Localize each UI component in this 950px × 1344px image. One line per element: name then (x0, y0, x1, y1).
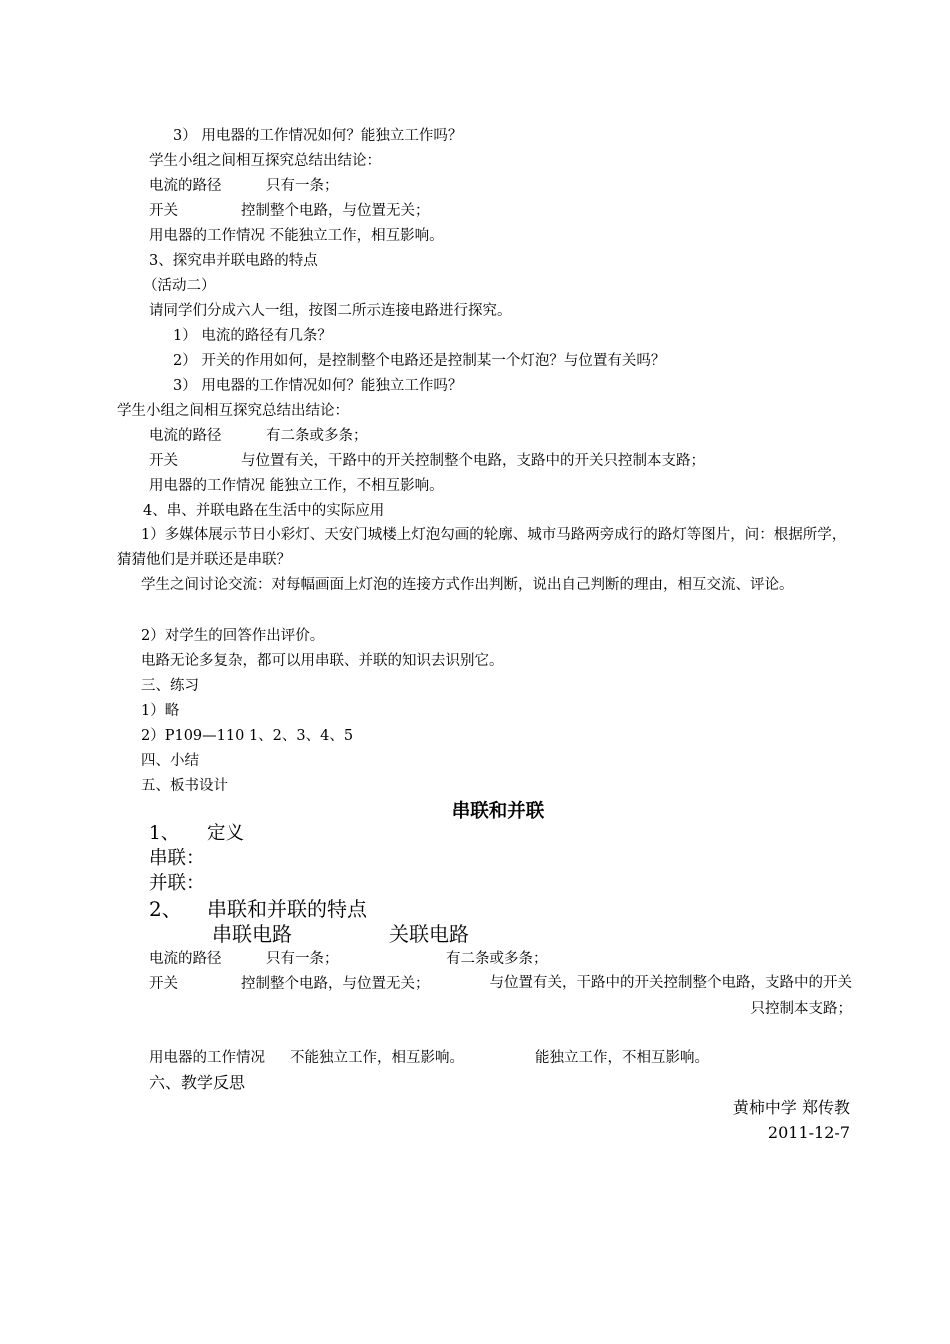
discussion-text: 学生之间讨论交流：对每幅画面上灯泡的连接方式作出判断，说出自己判断的理由，相互交流、评论。 (141, 577, 794, 593)
section-3-heading: 3、探究串并联电路的特点 (149, 253, 318, 269)
question-3-a: 3） 用电器的工作情况如何？能独立工作吗？ (173, 128, 463, 144)
path-a-value: 只有一条； (266, 178, 339, 194)
board-switch-series: 控制整个电路，与位置无关； (241, 976, 430, 992)
switch-a-value: 控制整个电路，与位置无关； (241, 203, 430, 219)
conclusion-intro-b: 学生小组之间相互探究总结出结论： (117, 403, 349, 419)
switch-a-label: 开关 (149, 203, 178, 219)
path-b-label: 电流的路径 (149, 428, 222, 444)
section-4-heading: 4、串、并联电路在生活中的实际应用 (143, 503, 385, 519)
question-3-b: 3） 用电器的工作情况如何？能独立工作吗？ (173, 378, 463, 394)
board-switch-parallel: 与位置有关，干路中的开关控制整个电路，支路中的开关只控制本支路； (489, 975, 852, 1017)
summary-line: 电路无论多复杂，都可以用串联、并联的知识去识别它。 (141, 653, 504, 669)
board-definition-number: 1、 (149, 823, 180, 844)
signature-date: 2011-12-7 (767, 1123, 850, 1142)
part-3-heading: 三、练习 (141, 678, 199, 694)
question-1: 1） 电流的路径有几条？ (173, 328, 332, 344)
board-appliance-label: 用电器的工作情况 (149, 1050, 265, 1066)
instruction-text: 请同学们分成六人一组，按图二所示连接电路进行探究。 (149, 303, 512, 319)
board-definition-label: 定义 (207, 823, 245, 844)
path-b-value: 有二条或多条； (266, 428, 368, 444)
board-column-series: 串联电路 (212, 922, 292, 946)
board-features-number: 2、 (149, 897, 182, 921)
board-path-label: 电流的路径 (149, 951, 222, 967)
board-parallel-label: 并联： (149, 873, 205, 894)
conclusion-intro-a: 学生小组之间相互探究总结出结论： (149, 153, 381, 169)
board-series-label: 串联： (149, 848, 205, 869)
board-appliance-parallel: 能独立工作，不相互影响。 (535, 1050, 709, 1066)
application-1-text: 1）多媒体展示节日小彩灯、天安门城楼上灯泡勾画的轮廓、城市马路两旁成行的路灯等图片，问：根据所学，猜猜他们是并联还是串联？ (117, 527, 847, 568)
switch-b-value: 与位置有关，干路中的开关控制整个电路，支路中的开关只控制本支路； (241, 453, 705, 469)
board-path-parallel: 有二条或多条； (446, 951, 548, 967)
path-a-label: 电流的路径 (149, 178, 222, 194)
board-title: 串联和并联 (451, 801, 545, 822)
exercise-1: 1）略 (141, 703, 180, 719)
activity-2-label: （活动二） (143, 278, 216, 294)
part-5-heading: 五、板书设计 (141, 778, 228, 794)
board-column-parallel: 关联电路 (389, 922, 469, 946)
signature-author: 黄柿中学 郑传教 (732, 1098, 850, 1117)
board-switch-label: 开关 (149, 976, 178, 992)
board-appliance-series: 不能独立工作，相互影响。 (290, 1050, 464, 1066)
appliance-a: 用电器的工作情况 不能独立工作，相互影响。 (149, 228, 444, 244)
appliance-b: 用电器的工作情况 能独立工作，不相互影响。 (149, 478, 444, 494)
part-4-heading: 四、小结 (141, 753, 199, 769)
application-2-text: 2）对学生的回答作出评价。 (141, 628, 325, 644)
part-6-heading: 六、教学反思 (149, 1073, 246, 1092)
question-2: 2） 开关的作用如何，是控制整个电路还是控制某一个灯泡？与位置有关吗？ (173, 353, 666, 369)
exercise-2: 2）P109—110 1、2、3、4、5 (141, 728, 354, 744)
board-path-series: 只有一条； (266, 951, 339, 967)
board-features-label: 串联和并联的特点 (207, 897, 367, 921)
switch-b-label: 开关 (149, 453, 178, 469)
